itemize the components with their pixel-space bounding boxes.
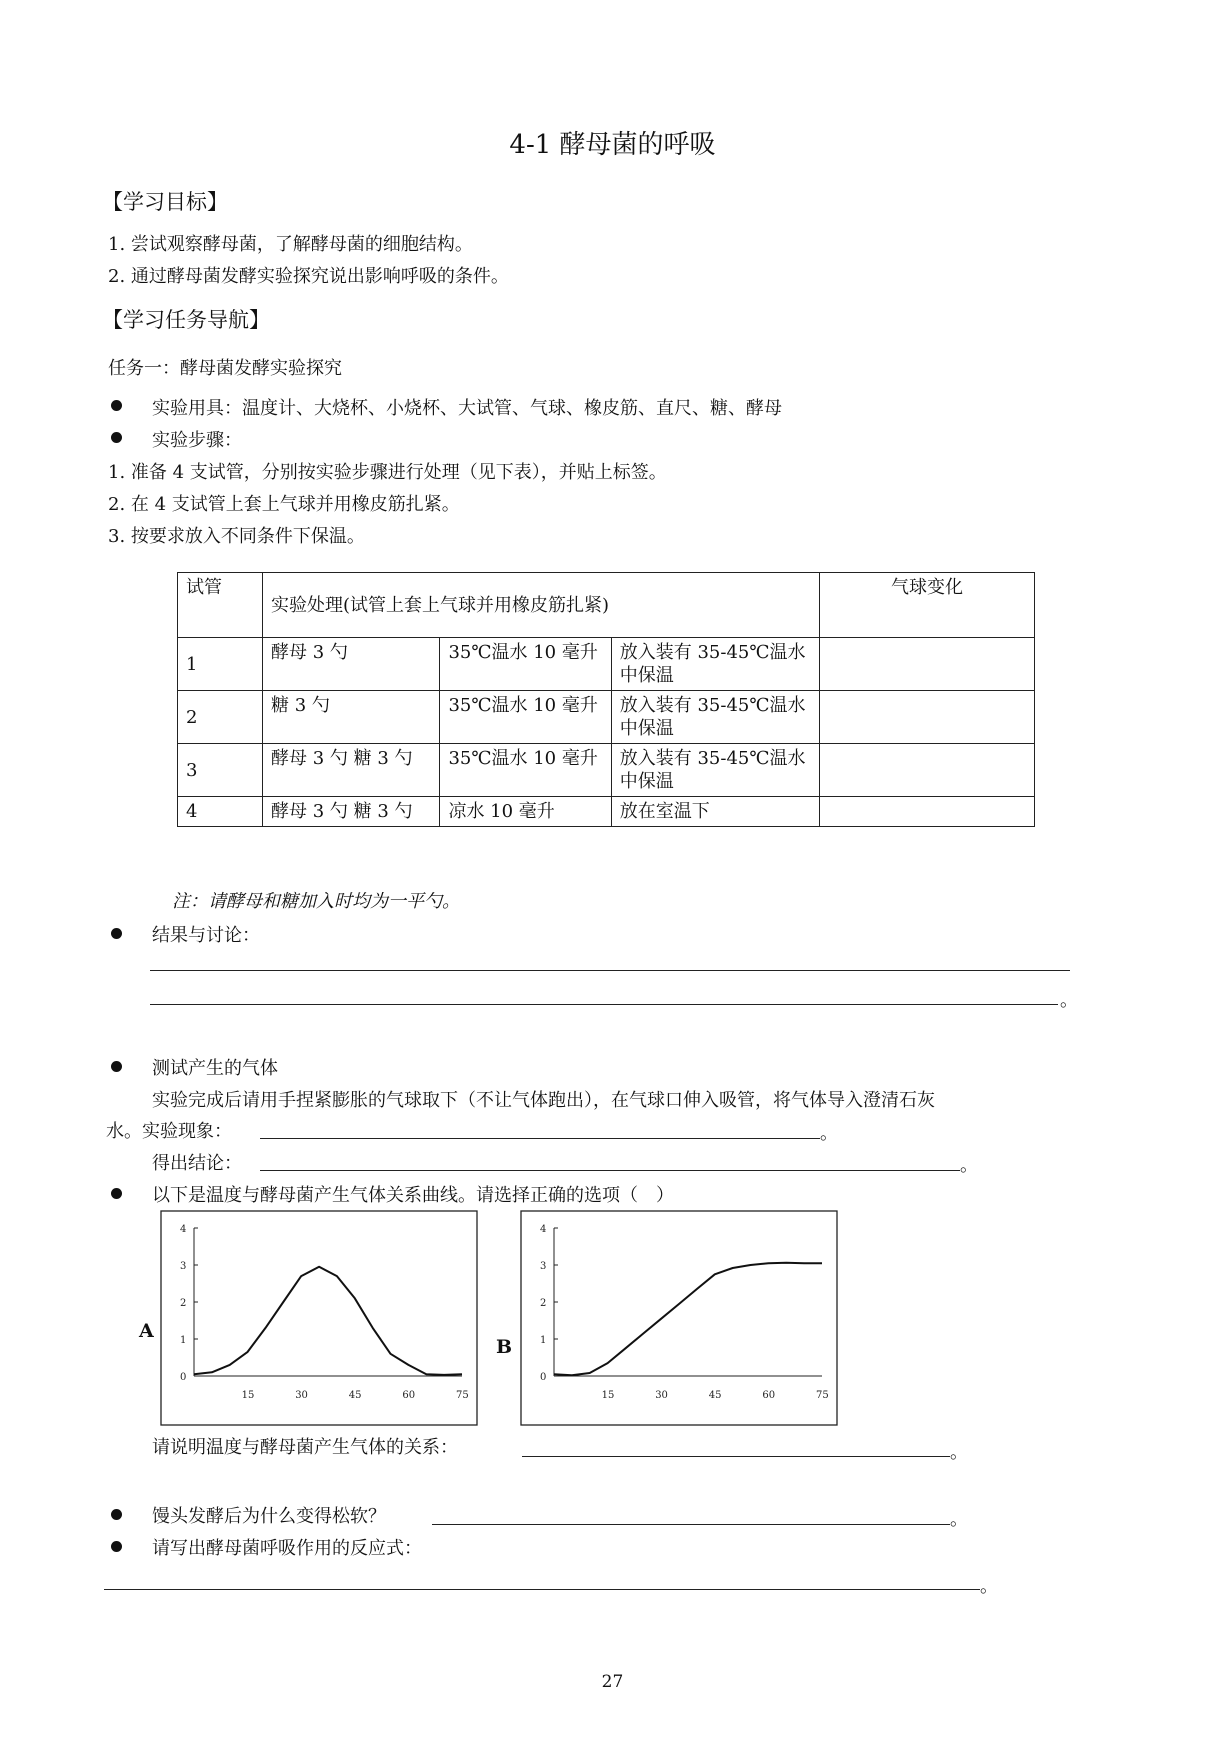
cell-condition: 放入装有 35-45℃温水中保温 (611, 744, 819, 797)
y-tick-label: 3 (540, 1261, 547, 1272)
y-tick-label: 0 (180, 1372, 187, 1383)
x-tick-label: 75 (456, 1390, 469, 1401)
cell-water: 35℃温水 10 毫升 (440, 691, 611, 744)
answer-line-relation[interactable] (522, 1456, 950, 1457)
task1-label: 任务一：酵母菌发酵实验探究 (108, 358, 342, 379)
results-label: 结果与讨论： (152, 925, 260, 946)
chart-a (160, 1210, 478, 1426)
reaction-question: 请写出酵母菌呼吸作用的反应式： (152, 1538, 422, 1559)
table-row (178, 691, 1035, 744)
period-mark: 。 (1060, 990, 1078, 1011)
bullet-dot (111, 432, 122, 443)
cell-material: 糖 3 勺 (263, 691, 440, 744)
answer-line-conclusion[interactable] (260, 1170, 960, 1171)
period-mark: 。 (960, 1155, 978, 1176)
y-tick-label: 2 (180, 1298, 187, 1309)
y-tick-label: 4 (540, 1224, 547, 1235)
header-treatment: 实验处理(试管上套上气球并用橡皮筋扎紧) (263, 573, 820, 638)
table-row (178, 744, 1035, 797)
steps-label: 实验步骤： (152, 430, 242, 451)
gas-label: 测试产生的气体 (152, 1058, 278, 1079)
bullet-dot (111, 1061, 122, 1072)
cell-tube: 4 (178, 797, 263, 827)
objective-item-2: 2. 通过酵母菌发酵实验探究说出影响呼吸的条件。 (108, 266, 509, 287)
cell-balloon-change (820, 691, 1035, 744)
header-balloon-change: 气球变化 (820, 573, 1035, 638)
answer-line-results-2[interactable] (150, 1004, 1058, 1005)
table-row (178, 797, 1035, 827)
series-line (554, 1263, 822, 1376)
gas-text-2: 水。实验现象： (106, 1121, 232, 1142)
x-tick-label: 45 (348, 1390, 362, 1401)
page-number: 27 (601, 1672, 624, 1692)
bullet-dot (111, 928, 122, 939)
cell-condition: 放在室温下 (611, 797, 819, 827)
objectives-heading: 【学习目标】 (102, 190, 228, 214)
step-item-3: 3. 按要求放入不同条件下保温。 (108, 526, 365, 547)
cell-material: 酵母 3 勺 (263, 638, 440, 691)
period-mark: 。 (820, 1123, 838, 1144)
bullet-dot (111, 1541, 122, 1552)
y-tick-label: 0 (540, 1372, 547, 1383)
period-mark: 。 (950, 1442, 968, 1463)
chart-frame (161, 1211, 477, 1425)
chart-a-label: A (139, 1320, 154, 1342)
y-tick-label: 3 (180, 1261, 187, 1272)
cell-balloon-change (820, 744, 1035, 797)
experiment-table (177, 572, 1035, 827)
cell-tube: 3 (178, 744, 263, 797)
step-item-1: 1. 准备 4 支试管，分别按实验步骤进行处理（见下表），并贴上标签。 (108, 462, 667, 483)
mantou-question: 馒头发酵后为什么变得松软？ (152, 1506, 386, 1527)
table-header-row (178, 573, 1035, 638)
cell-water: 凉水 10 毫升 (440, 797, 611, 827)
bullet-dot (111, 400, 122, 411)
cell-tube: 2 (178, 691, 263, 744)
gas-text-1: 实验完成后请用手捏紧膨胀的气球取下（不让气体跑出），在气球口伸入吸管，将气体导入澄清石灰 (152, 1090, 935, 1111)
table-row (178, 638, 1035, 691)
cell-water: 35℃温水 10 毫升 (440, 744, 611, 797)
x-tick-label: 75 (816, 1390, 829, 1401)
y-tick-label: 1 (180, 1335, 187, 1346)
cell-condition: 放入装有 35-45℃温水中保温 (611, 638, 819, 691)
relation-question: 请说明温度与酵母菌产生气体的关系： (152, 1437, 458, 1458)
conclusion-label: 得出结论： (152, 1153, 242, 1174)
navigation-heading: 【学习任务导航】 (102, 308, 270, 332)
cell-tube: 1 (178, 638, 263, 691)
x-tick-label: 15 (241, 1390, 255, 1401)
header-tube: 试管 (178, 573, 263, 638)
y-tick-label: 2 (540, 1298, 547, 1309)
objective-item-1: 1. 尝试观察酵母菌，了解酵母菌的细胞结构。 (108, 234, 473, 255)
series-line (194, 1267, 462, 1375)
period-mark: 。 (950, 1509, 968, 1530)
chart-b (520, 1210, 838, 1426)
x-tick-label: 60 (762, 1390, 776, 1401)
x-tick-label: 45 (708, 1390, 722, 1401)
x-tick-label: 30 (295, 1390, 308, 1401)
cell-water: 35℃温水 10 毫升 (440, 638, 611, 691)
answer-line-results-1[interactable] (150, 970, 1070, 971)
answer-line-mantou[interactable] (432, 1524, 950, 1525)
cell-condition: 放入装有 35-45℃温水中保温 (611, 691, 819, 744)
period-mark: 。 (980, 1576, 998, 1597)
page-title: 4-1 酵母菌的呼吸 (509, 130, 716, 160)
y-tick-label: 1 (540, 1335, 547, 1346)
bullet-dot (111, 1509, 122, 1520)
cell-balloon-change (820, 638, 1035, 691)
x-tick-label: 15 (601, 1390, 615, 1401)
chart-frame (521, 1211, 837, 1425)
x-tick-label: 30 (655, 1390, 668, 1401)
cell-balloon-change (820, 797, 1035, 827)
chart-b-label: B (496, 1336, 513, 1358)
answer-line-reaction[interactable] (104, 1589, 980, 1590)
note-text: 注：请酵母和糖加入时均为一平勺。 (172, 891, 460, 912)
bullet-dot (111, 1188, 122, 1199)
y-tick-label: 4 (180, 1224, 187, 1235)
x-tick-label: 60 (402, 1390, 416, 1401)
cell-material: 酵母 3 勺 糖 3 勺 (263, 744, 440, 797)
cell-material: 酵母 3 勺 糖 3 勺 (263, 797, 440, 827)
answer-line-phenomenon[interactable] (260, 1138, 820, 1139)
step-item-2: 2. 在 4 支试管上套上气球并用橡皮筋扎紧。 (108, 494, 460, 515)
tools-text: 实验用具：温度计、大烧杯、小烧杯、大试管、气球、橡皮筋、直尺、糖、酵母 (152, 398, 782, 419)
curve-question: 以下是温度与酵母菌产生气体关系曲线。请选择正确的选项（ ） (152, 1185, 674, 1206)
